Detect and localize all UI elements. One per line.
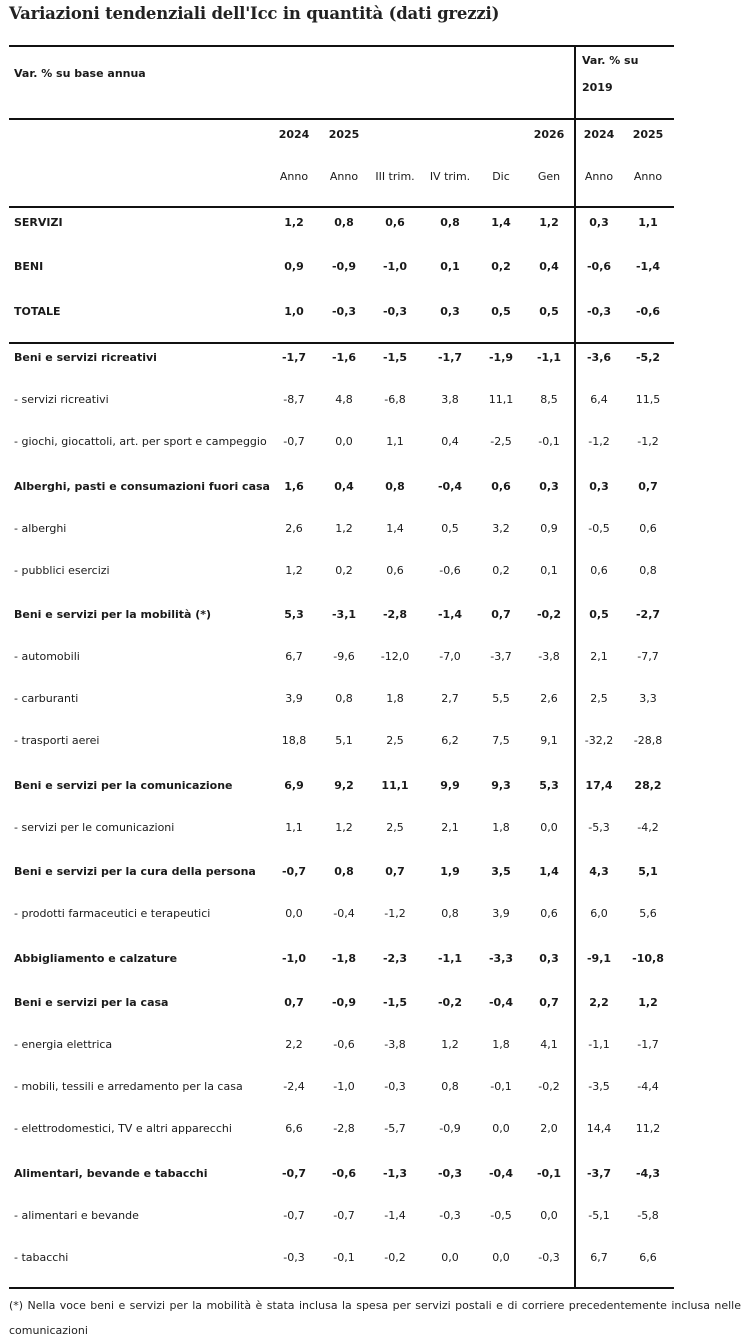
table-cell: 5,6 [639, 907, 657, 920]
table-cell: 2,6 [285, 522, 303, 535]
table-cell: -1,1 [588, 1038, 610, 1051]
table-cell: -1,5 [382, 351, 408, 364]
column-year-7: 2025 [632, 128, 664, 141]
table-cell: 1,8 [492, 1038, 510, 1051]
table-cell: 5,1 [335, 734, 353, 747]
table-cell: -4,3 [635, 1167, 661, 1180]
row-label: Alimentari, bevande e tabacchi [14, 1167, 208, 1180]
table-cell: 0,5 [539, 305, 559, 318]
table-cell: 8,5 [540, 393, 558, 406]
table-cell: -0,2 [536, 608, 562, 621]
table-cell: -3,3 [488, 952, 514, 965]
table-cell: 2,1 [590, 650, 608, 663]
table-cell: -9,1 [586, 952, 612, 965]
table-cell: 0,7 [491, 608, 511, 621]
row-label: - elettrodomestici, TV e altri apparecchi [14, 1122, 232, 1135]
header-right-label-line2: 2019 [582, 81, 613, 94]
table-cell: 0,6 [386, 564, 404, 577]
table-cell: 14,4 [586, 1122, 612, 1135]
table-cell: -0,4 [437, 480, 463, 493]
table-cell: -5,1 [588, 1209, 610, 1222]
table-cell: -2,4 [283, 1080, 305, 1093]
table-cell: 5,1 [638, 865, 658, 878]
table-cell: 0,2 [335, 564, 353, 577]
table-cell: -0,1 [538, 435, 560, 448]
table-cell: 0,4 [441, 435, 459, 448]
table-cell: -4,4 [637, 1080, 659, 1093]
table-cell: -0,6 [586, 260, 612, 273]
table-cell: -3,7 [490, 650, 512, 663]
table-cell: 0,6 [590, 564, 608, 577]
table-cell: 9,9 [440, 779, 460, 792]
table-cell: 0,0 [285, 907, 303, 920]
table-cell: -0,4 [488, 996, 514, 1009]
table-cell: 3,9 [285, 692, 303, 705]
table-cell: 11,5 [635, 393, 661, 406]
table-cell: 2,7 [441, 692, 459, 705]
table-cell: -8,7 [283, 393, 305, 406]
table-cell: 0,5 [589, 608, 609, 621]
table-cell: 0,7 [284, 996, 304, 1009]
table-cell: 0,8 [335, 692, 353, 705]
table-cell: 2,5 [386, 734, 404, 747]
table-cell: -3,8 [384, 1038, 406, 1051]
table-cell: 0,5 [491, 305, 511, 318]
row-label: Beni e servizi per la casa [14, 996, 169, 1009]
row-label: - giochi, giocattoli, art. per sport e campeggio [14, 435, 267, 448]
table-cell: -1,1 [437, 952, 463, 965]
table-cell: 18,8 [281, 734, 307, 747]
table-cell: 11,1 [381, 779, 409, 792]
table-cell: 9,2 [334, 779, 354, 792]
column-year-1: 2025 [328, 128, 360, 141]
table-cell: 4,3 [589, 865, 609, 878]
column-period-7: Anno [633, 170, 663, 183]
table-cell: 0,4 [334, 480, 354, 493]
table-cell: 3,5 [491, 865, 511, 878]
table-cell: 6,0 [590, 907, 608, 920]
table-cell: 0,0 [540, 1209, 558, 1222]
row-label: - mobili, tessili e arredamento per la casa [14, 1080, 243, 1093]
table-cell: -0,3 [384, 1080, 406, 1093]
table-cell: 5,3 [284, 608, 304, 621]
table-cell: 1,1 [285, 821, 303, 834]
table-cell: -6,8 [384, 393, 406, 406]
column-period-0: Anno [279, 170, 309, 183]
table-cell: 1,9 [440, 865, 460, 878]
table-cell: 17,4 [585, 779, 613, 792]
table-cell: 1,2 [441, 1038, 459, 1051]
table-cell: 3,2 [492, 522, 510, 535]
table-cell: 0,0 [540, 821, 558, 834]
table-cell: 0,6 [385, 216, 405, 229]
table-cell: 1,6 [284, 480, 304, 493]
row-label: Beni e servizi ricreativi [14, 351, 157, 364]
table-cell: 0,3 [589, 480, 609, 493]
table-cell: -0,3 [538, 1251, 560, 1264]
table-cell: -1,6 [331, 351, 357, 364]
table-cell: -0,6 [439, 564, 461, 577]
table-cell: -1,4 [635, 260, 661, 273]
table-cell: -0,9 [439, 1122, 461, 1135]
table-cell: 9,3 [491, 779, 511, 792]
table-cell: 6,7 [590, 1251, 608, 1264]
table-cell: 6,7 [285, 650, 303, 663]
table-cell: -2,7 [635, 608, 661, 621]
footnote: (*) Nella voce beni e servizi per la mobilità è stata inclusa la spesa per servizi postali e di corriere precedentemente inclusa nelle comunicazioni [9, 1299, 741, 1337]
column-year-6: 2024 [583, 128, 615, 141]
table-cell: 0,0 [492, 1251, 510, 1264]
table-cell: -0,5 [490, 1209, 512, 1222]
table-cell: -0,6 [333, 1038, 355, 1051]
column-year-0: 2024 [278, 128, 310, 141]
row-label: Beni e servizi per la mobilità (*) [14, 608, 212, 621]
table-cell: 0,0 [492, 1122, 510, 1135]
table-cell: 1,4 [491, 216, 511, 229]
table-cell: 0,6 [639, 522, 657, 535]
table-cell: 0,3 [539, 480, 559, 493]
table-cell: 0,1 [540, 564, 558, 577]
row-label: - carburanti [14, 692, 79, 705]
row-label: Alberghi, pasti e consumazioni fuori casa [14, 480, 270, 493]
table-cell: 0,6 [491, 480, 511, 493]
table-cell: 0,7 [539, 996, 559, 1009]
table-cell: 1,2 [638, 996, 658, 1009]
table-cell: 0,8 [440, 216, 460, 229]
column-year-5: 2026 [533, 128, 565, 141]
table-cell: -1,7 [437, 351, 463, 364]
table-cell: -0,7 [283, 1209, 305, 1222]
table-cell: -0,2 [538, 1080, 560, 1093]
table-cell: -5,7 [384, 1122, 406, 1135]
header-left-label: Var. % su base annua [14, 67, 146, 80]
table-cell: -0,6 [635, 305, 661, 318]
table-cell: 0,2 [491, 260, 511, 273]
table-cell: 1,0 [284, 305, 304, 318]
table-cell: -1,0 [281, 952, 307, 965]
row-label: - trasporti aerei [14, 734, 100, 747]
table-cell: 11,1 [488, 393, 514, 406]
table-cell: -9,6 [333, 650, 355, 663]
table-cell: -7,7 [637, 650, 659, 663]
table-cell: -1,9 [488, 351, 514, 364]
table-cell: -0,4 [488, 1167, 514, 1180]
table-cell: 0,8 [441, 1080, 459, 1093]
row-label: - prodotti farmaceutici e terapeutici [14, 907, 211, 920]
table-cell: -1,2 [384, 907, 406, 920]
table-cell: -0,6 [331, 1167, 357, 1180]
table-cell: 0,8 [385, 480, 405, 493]
table-cell: 2,5 [590, 692, 608, 705]
table-cell: -0,4 [333, 907, 355, 920]
table-cell: -1,1 [536, 351, 562, 364]
row-label: - automobili [14, 650, 80, 663]
table-cell: 1,4 [386, 522, 404, 535]
table-cell: -0,7 [281, 865, 307, 878]
table-cell: 1,2 [285, 564, 303, 577]
table-cell: -2,8 [333, 1122, 355, 1135]
table-cell: 0,3 [440, 305, 460, 318]
table-cell: -12,0 [380, 650, 410, 663]
table-cell: 9,1 [540, 734, 558, 747]
table-cell: 1,2 [284, 216, 304, 229]
table-cell: -5,2 [635, 351, 661, 364]
table-cell: 0,1 [440, 260, 460, 273]
table-cell: -1,0 [382, 260, 408, 273]
table-cell: 0,0 [335, 435, 353, 448]
table-cell: -3,8 [538, 650, 560, 663]
table-cell: -1,2 [588, 435, 610, 448]
table-cell: 0,8 [334, 865, 354, 878]
table-cell: -1,0 [333, 1080, 355, 1093]
table-cell: 3,3 [639, 692, 657, 705]
table-cell: 2,0 [540, 1122, 558, 1135]
table-cell: 1,8 [386, 692, 404, 705]
table-cell: 11,2 [635, 1122, 661, 1135]
table-cell: 2,6 [540, 692, 558, 705]
table-cell: 0,3 [539, 952, 559, 965]
table-cell: 6,6 [639, 1251, 657, 1264]
table-cell: -0,7 [283, 435, 305, 448]
table-cell: 1,2 [335, 522, 353, 535]
table-cell: -0,2 [437, 996, 463, 1009]
table-cell: -0,2 [384, 1251, 406, 1264]
table-cell: -0,3 [382, 305, 408, 318]
table-cell: 5,3 [539, 779, 559, 792]
row-label: - energia elettrica [14, 1038, 113, 1051]
table-cell: -3,7 [586, 1167, 612, 1180]
table-cell: 1,1 [386, 435, 404, 448]
table-cell: 0,7 [638, 480, 658, 493]
table-cell: 4,1 [540, 1038, 558, 1051]
table-cell: -0,3 [439, 1209, 461, 1222]
table-cell: 0,4 [539, 260, 559, 273]
table-cell: -2,3 [382, 952, 408, 965]
table-cell: 2,2 [285, 1038, 303, 1051]
row-label: Beni e servizi per la comunicazione [14, 779, 233, 792]
row-label: - alberghi [14, 522, 67, 535]
table-cell: -0,7 [281, 1167, 307, 1180]
table-cell: -0,9 [331, 996, 357, 1009]
table-cell: 6,4 [590, 393, 608, 406]
table-cell: 0,7 [385, 865, 405, 878]
row-label: SERVIZI [14, 216, 63, 229]
header-right-label-line1: Var. % su [582, 54, 639, 67]
table-cell: -0,7 [333, 1209, 355, 1222]
table-cell: 0,0 [441, 1251, 459, 1264]
table-cell: -3,6 [586, 351, 612, 364]
table-cell: 3,8 [441, 393, 459, 406]
table-cell: 6,6 [285, 1122, 303, 1135]
table-cell: 3,9 [492, 907, 510, 920]
table-cell: -5,8 [637, 1209, 659, 1222]
table-cell: -1,4 [437, 608, 463, 621]
table-cell: -32,2 [584, 734, 614, 747]
table-cell: 1,8 [492, 821, 510, 834]
table-cell: 0,6 [540, 907, 558, 920]
table-cell: -0,3 [437, 1167, 463, 1180]
table-cell: 4,8 [335, 393, 353, 406]
table-cell: 0,3 [589, 216, 609, 229]
table-cell: -1,8 [331, 952, 357, 965]
table-cell: -10,8 [632, 952, 664, 965]
column-period-5: Gen [537, 170, 561, 183]
column-period-1: Anno [329, 170, 359, 183]
table-cell: 7,5 [492, 734, 510, 747]
table-cell: -7,0 [439, 650, 461, 663]
table-cell: -1,3 [382, 1167, 408, 1180]
table-cell: -1,7 [281, 351, 307, 364]
table-cell: 1,4 [539, 865, 559, 878]
table-cell: 0,2 [492, 564, 510, 577]
row-label: BENI [14, 260, 44, 273]
table-cell: 0,9 [540, 522, 558, 535]
table-title: Variazioni tendenziali dell'Icc in quantità (dati grezzi) [9, 4, 500, 23]
column-divider [574, 45, 576, 1289]
table-cell: 0,8 [441, 907, 459, 920]
table-cell: 0,9 [284, 260, 304, 273]
row-label: Abbigliamento e calzature [14, 952, 178, 965]
table-cell: 1,1 [638, 216, 658, 229]
row-label: - servizi ricreativi [14, 393, 109, 406]
table-cell: 2,2 [589, 996, 609, 1009]
column-period-4: Dic [492, 170, 510, 183]
table-cell: -0,1 [333, 1251, 355, 1264]
column-period-3: IV trim. [429, 170, 471, 183]
table-cell: 0,8 [334, 216, 354, 229]
table-cell: 0,5 [441, 522, 459, 535]
table-cell: 6,2 [441, 734, 459, 747]
column-period-2: III trim. [375, 170, 415, 183]
table-cell: 6,9 [284, 779, 304, 792]
column-period-6: Anno [584, 170, 614, 183]
row-label: - alimentari e bevande [14, 1209, 139, 1222]
table-cell: -0,3 [331, 305, 357, 318]
table-cell: -0,3 [586, 305, 612, 318]
table-cell: -0,1 [536, 1167, 562, 1180]
row-label: Beni e servizi per la cura della persona [14, 865, 256, 878]
table-cell: -1,2 [637, 435, 659, 448]
table-cell: 0,8 [639, 564, 657, 577]
table-cell: -4,2 [637, 821, 659, 834]
table-cell: -0,9 [331, 260, 357, 273]
table-cell: 1,2 [335, 821, 353, 834]
table-cell: 1,2 [539, 216, 559, 229]
table-cell: -0,1 [490, 1080, 512, 1093]
table-cell: 5,5 [492, 692, 510, 705]
row-label: TOTALE [14, 305, 61, 318]
table-cell: -1,5 [382, 996, 408, 1009]
table-cell: 2,1 [441, 821, 459, 834]
table-cell: 28,2 [634, 779, 662, 792]
table-cell: 2,5 [386, 821, 404, 834]
table-cell: -0,5 [588, 522, 610, 535]
table-cell: -28,8 [633, 734, 663, 747]
table-cell: -5,3 [588, 821, 610, 834]
table-cell: -0,3 [283, 1251, 305, 1264]
row-label: - servizi per le comunicazioni [14, 821, 175, 834]
table-cell: -1,7 [637, 1038, 659, 1051]
table-cell: -2,5 [490, 435, 512, 448]
table-cell: -3,1 [331, 608, 357, 621]
table-cell: -3,5 [588, 1080, 610, 1093]
table-cell: -2,8 [382, 608, 408, 621]
row-label: - tabacchi [14, 1251, 69, 1264]
row-label: - pubblici esercizi [14, 564, 110, 577]
table-cell: -1,4 [384, 1209, 406, 1222]
